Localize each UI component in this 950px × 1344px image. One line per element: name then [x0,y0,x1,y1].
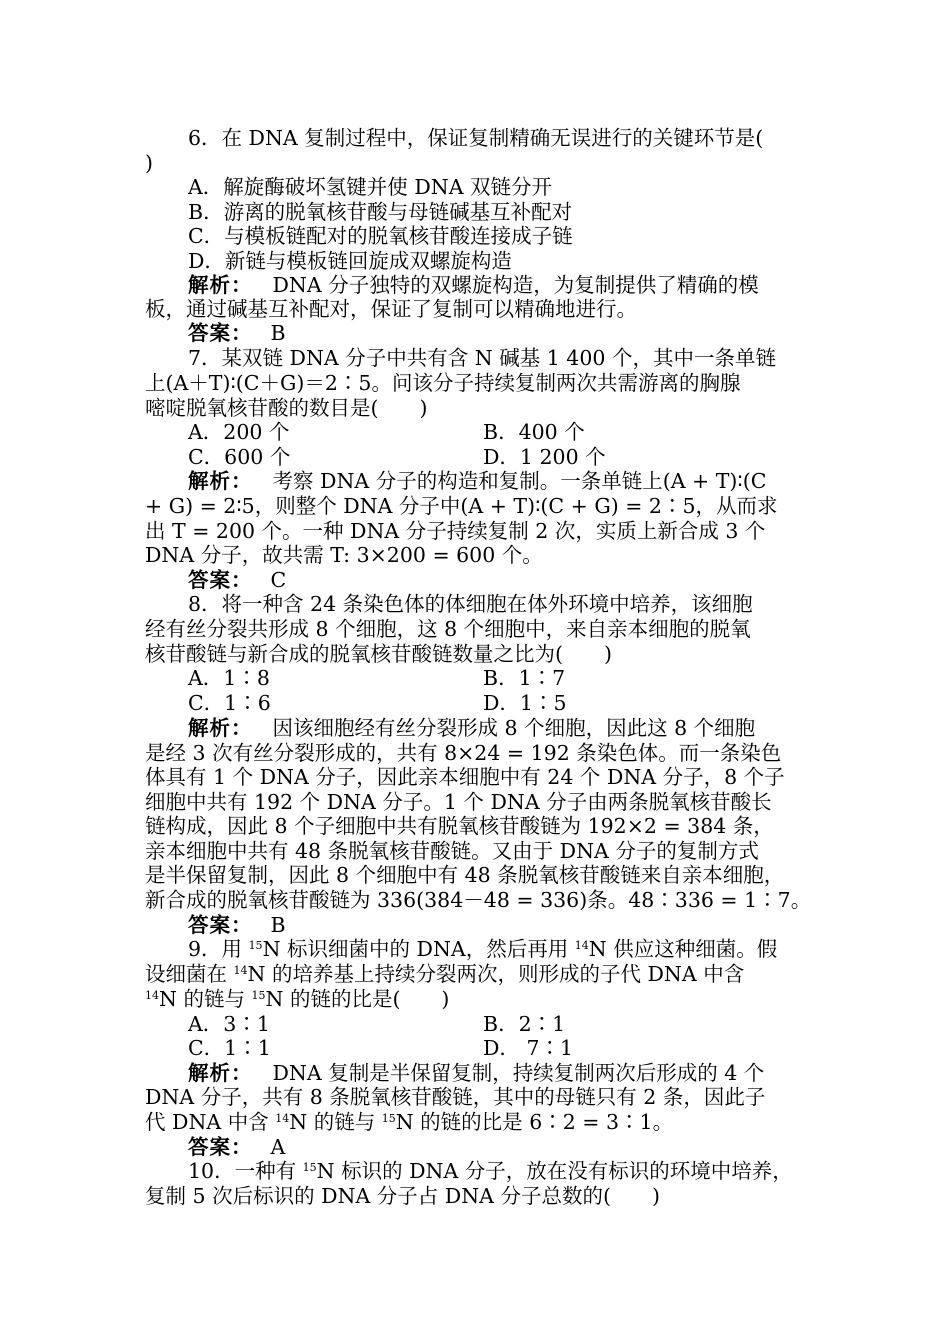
text-run: N 的链的比是 6∶2 = 3∶1。 [395,1110,674,1134]
text-run: 设细菌在 [145,962,234,986]
q6-option-b: B．游离的脱氧核苷酸与母链碱基互补配对 [188,200,573,224]
q6-option-c: C．与模板链配对的脱氧核苷酸连接成子链 [188,224,573,248]
analysis-label: 解析： [188,469,253,493]
analysis-label: 解析： [188,1061,253,1085]
q8-option-c: C．1∶6 [188,691,271,715]
q7-option-d: D．1 200 个 [483,445,606,469]
q7-option-c: C．600 个 [188,445,291,469]
answer-value: A [270,1135,286,1159]
q9-analysis-line-1 [188,1061,764,1085]
q6-stem-line-1: 6．在 DNA 复制过程中，保证复制精确无误进行的关键环节是( [188,126,764,150]
text-run: N 的培养基上持续分裂两次，则形成的子代 DNA 中含 [247,962,745,986]
isotope-superscript: 15 [251,989,266,1002]
text-run: N 标识的 DNA 分子，放在没有标识的环境中培养， [316,1159,793,1183]
q8-stem-line-1: 8．将一种含 24 条染色体的体细胞在体外环境中培养，该细胞 [188,592,753,616]
q6-analysis-line-2: 板，通过碱基互补配对，保证了复制可以精确地进行。 [145,297,637,321]
q6-answer [188,321,286,345]
q9-stem-line-2 [145,962,744,986]
q9-answer [188,1135,285,1159]
text-run: N 的链与 [159,987,252,1011]
q9-stem-line-1 [188,937,777,961]
q7-stem-line-3: 嘧啶脱氧核苷酸的数目是( ) [145,396,428,420]
isotope-superscript: 14 [145,989,159,1002]
q6-option-a: A．解旋酶破坏氢键并使 DNA 双链分开 [188,175,553,199]
text-run: 代 DNA 中含 [145,1110,276,1134]
q8-stem-line-2: 经有丝分裂共形成 8 个细胞，这 8 个细胞中，来自亲本细胞的脱氧 [145,617,751,641]
analysis-text: DNA 复制是半保留复制，持续复制两次后形成的 4 个 [272,1061,765,1085]
q8-option-d: D．1∶5 [483,691,567,715]
answer-label: 答案： [188,321,253,345]
analysis-label: 解析： [188,716,253,740]
isotope-superscript: 15 [302,1161,317,1174]
q8-stem-line-3: 核苷酸链与新合成的脱氧核苷酸链数量之比为( ) [145,642,612,666]
text-run: 9．用 [188,937,249,961]
q9-analysis-line-3 [145,1110,673,1134]
analysis-label: 解析： [188,273,253,297]
answer-label: 答案： [188,568,253,592]
q7-stem-line-2: 上(A＋T)∶(C＋G)＝2∶5。问该分子持续复制两次共需游离的胸腺 [145,371,741,395]
q9-analysis-line-2: DNA 分子，共有 8 条脱氧核苷酸链，其中的母链只有 2 条，因此子 [145,1085,766,1109]
isotope-superscript: 14 [233,964,248,977]
isotope-superscript: 15 [248,939,263,952]
answer-value: B [270,321,286,345]
isotope-superscript: 14 [574,939,589,952]
q9-option-d: D． 7∶1 [483,1036,574,1060]
text-run: N 供应这种细菌。假 [588,937,778,961]
q8-analysis-line-2: 是经 3 次有丝分裂形成的，共有 8×24 = 192 条染色体。而一条染色 [145,741,782,765]
analysis-text: DNA 分子独特的双螺旋构造，为复制提供了精确的模 [272,273,759,297]
text-run: N 的链与 [289,1110,382,1134]
q7-analysis-line-3: 出 T = 200 个。一种 DNA 分子持续复制 2 次，实质上新合成 3 个 [145,519,766,543]
text-run: N 标识细菌中的 DNA，然后再用 [262,937,575,961]
q7-option-a: A．200 个 [188,420,290,444]
answer-value: C [270,568,287,592]
analysis-text: 考察 DNA 分子的构造和复制。一条单链上(A + T)∶(C [272,469,767,493]
q6-option-d: D．新链与模板链回旋成双螺旋构造 [188,249,512,273]
q7-stem-line-1: 7．某双链 DNA 分子中共有含 N 碱基 1 400 个，其中一条单链 [188,346,776,370]
isotope-superscript: 14 [275,1112,290,1125]
answer-label: 答案： [188,913,253,937]
text-run: N 的链的比是( ) [265,987,450,1011]
q10-stem-line-2: 复制 5 次后标识的 DNA 分子占 DNA 分子总数的( ) [145,1184,660,1208]
q6-stem-line-2: ) [145,151,153,175]
q8-analysis-line-6: 亲本细胞中共有 48 条脱氧核苷酸链。又由于 DNA 分子的复制方式 [145,839,759,863]
isotope-superscript: 15 [381,1112,396,1125]
q8-analysis-line-8: 新合成的脱氧核苷酸链为 336(384－48 = 336)条。48∶336 = 1∶7。 [145,888,812,912]
answer-value: B [270,913,286,937]
q8-analysis-line-3: 体具有 1 个 DNA 分子，因此亲本细胞中有 24 个 DNA 分子，8 个子 [145,765,785,789]
q6-analysis-line-1 [188,273,759,297]
q8-analysis-line-7: 是半保留复制，因此 8 个细胞中有 48 条脱氧核苷酸链来自亲本细胞， [145,863,785,887]
q7-answer [188,568,286,592]
q10-stem-line-1 [188,1159,793,1183]
q9-option-c: C．1∶1 [188,1036,271,1060]
q7-option-b: B．400 个 [483,420,585,444]
q8-option-b: B．1∶7 [483,666,566,690]
q8-analysis-line-5: 链构成，因此 8 个子细胞中共有脱氧核苷酸链为 192×2 = 384 条， [145,814,774,838]
q7-analysis-line-4: DNA 分子，故共需 T: 3×200 = 600 个。 [145,543,543,567]
q8-answer [188,913,286,937]
q8-analysis-line-1 [188,716,755,740]
q9-stem-line-3 [145,987,449,1011]
answer-label: 答案： [188,1135,253,1159]
q8-analysis-line-4: 细胞中共有 192 个 DNA 分子。1 个 DNA 分子由两条脱氧核苷酸长 [145,790,772,814]
text-run: 10．一种有 [188,1159,303,1183]
analysis-text: 因该细胞经有丝分裂形成 8 个细胞，因此这 8 个细胞 [272,716,756,740]
q9-option-b: B．2∶1 [483,1012,566,1036]
q8-option-a: A．1∶8 [188,666,270,690]
q7-analysis-line-2: + G) = 2∶5，则整个 DNA 分子中(A + T)∶(C + G) = 2∶5，从而求 [145,494,778,518]
q9-option-a: A．3∶1 [188,1012,270,1036]
q7-analysis-line-1 [188,469,766,493]
